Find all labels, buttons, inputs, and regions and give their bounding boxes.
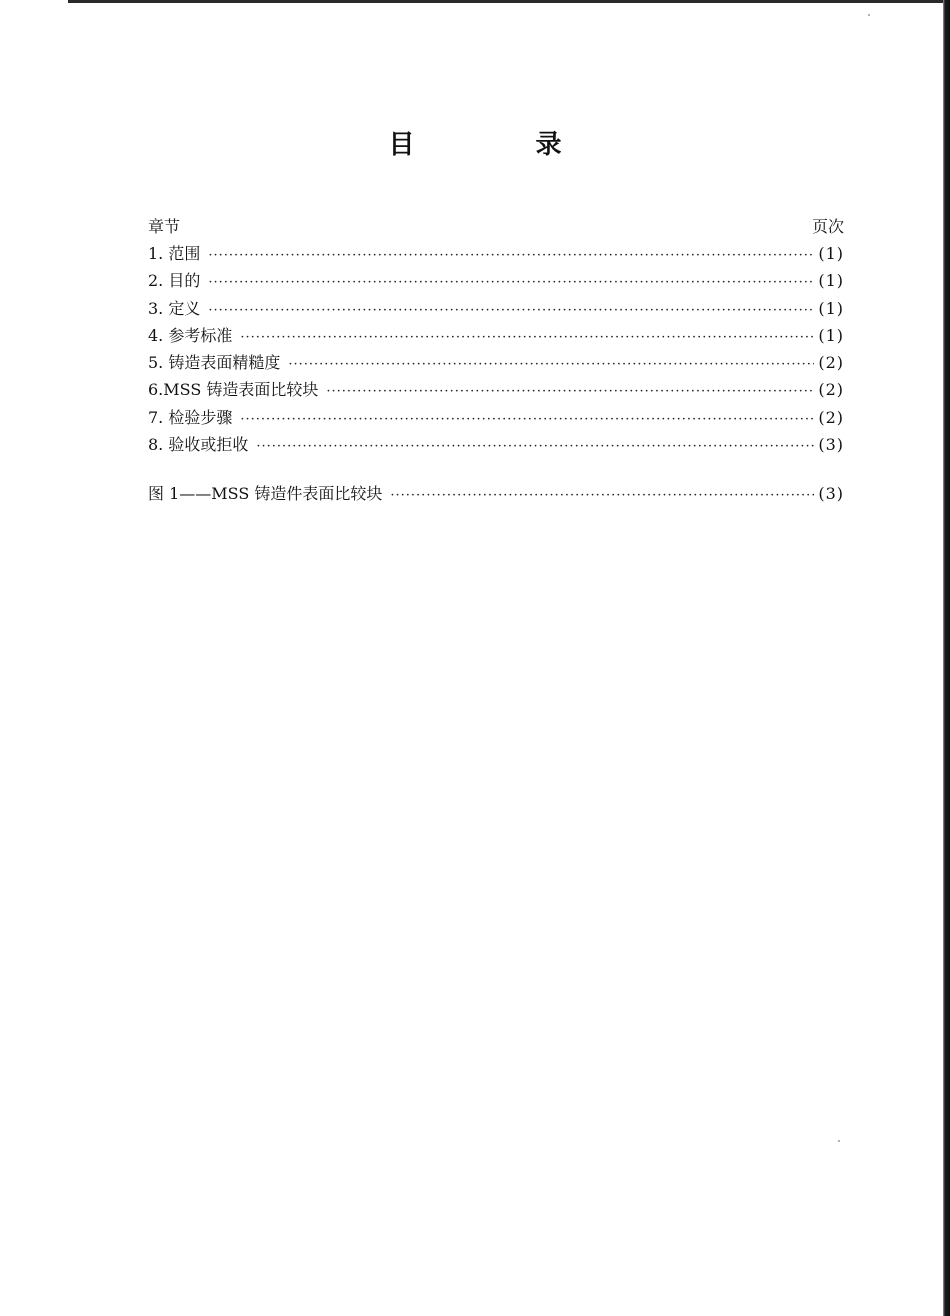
toc-entry bbox=[148, 240, 844, 267]
toc-entry-label: 3. 定义 bbox=[148, 298, 201, 318]
figure-entry-label: 图 1——MSS 铸造件表面比较块 bbox=[148, 484, 383, 504]
toc-entry-page: (1) bbox=[818, 298, 844, 318]
toc-header bbox=[148, 214, 844, 240]
page-column-header: 页次 bbox=[811, 217, 844, 236]
toc-entry bbox=[148, 349, 844, 376]
toc-entry bbox=[148, 322, 844, 349]
section-gap bbox=[148, 458, 844, 480]
table-of-contents bbox=[148, 214, 844, 508]
toc-entry-label: 1. 范围 bbox=[148, 244, 201, 263]
toc-entry-label: 6.MSS 铸造表面比较块 bbox=[148, 380, 319, 400]
dot-leader bbox=[240, 324, 814, 351]
scan-speck bbox=[868, 14, 870, 16]
dot-leader bbox=[288, 351, 814, 378]
figure-entry bbox=[148, 480, 844, 507]
dot-leader bbox=[208, 269, 814, 296]
dot-leader bbox=[256, 433, 814, 460]
toc-entry-page: (1) bbox=[818, 244, 844, 263]
toc-entry-page: (2) bbox=[818, 353, 844, 373]
toc-entry-page: (3) bbox=[818, 435, 844, 455]
toc-entry-label: 8. 验收或拒收 bbox=[148, 435, 249, 455]
toc-entry bbox=[148, 295, 844, 322]
toc-entry-label: 5. 铸造表面精糙度 bbox=[148, 353, 281, 373]
scan-edge-top bbox=[68, 0, 950, 3]
toc-entry bbox=[148, 404, 844, 431]
figure-entry-page: (3) bbox=[818, 484, 844, 504]
dot-leader bbox=[326, 378, 814, 405]
toc-entry-label: 4. 参考标准 bbox=[148, 325, 233, 345]
scan-edge-right bbox=[943, 0, 950, 1316]
dot-leader bbox=[208, 297, 814, 324]
toc-entry bbox=[148, 267, 844, 294]
dot-leader bbox=[390, 482, 814, 509]
toc-entry bbox=[148, 376, 844, 403]
toc-entry-label: 7. 检验步骤 bbox=[148, 407, 233, 427]
chapter-column-header: 章节 bbox=[148, 217, 181, 236]
page-title: 目 录 bbox=[388, 130, 618, 160]
toc-entry-page: (2) bbox=[818, 407, 844, 427]
toc-entry-page: (1) bbox=[818, 271, 844, 291]
toc-entry-page: (2) bbox=[818, 380, 844, 400]
dot-leader bbox=[240, 406, 814, 433]
scan-speck bbox=[838, 1140, 840, 1142]
toc-entry-label: 2. 目的 bbox=[148, 271, 201, 291]
dot-leader bbox=[208, 242, 814, 269]
toc-entry bbox=[148, 431, 844, 458]
toc-entry-page: (1) bbox=[818, 325, 844, 345]
